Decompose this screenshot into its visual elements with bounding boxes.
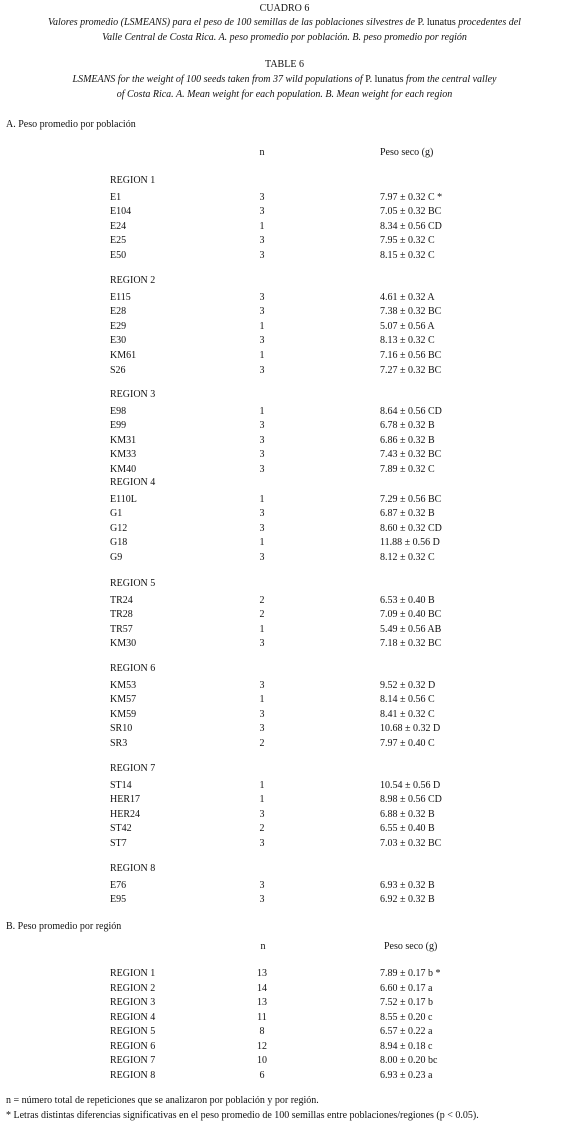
sample-count: 6 <box>259 1069 265 1081</box>
region-header: REGION 7 <box>110 763 156 774</box>
sample-count: 13 <box>257 997 267 1008</box>
caption-en-line1-c: from the central valley <box>403 74 497 85</box>
region-header: REGION 2 <box>110 275 156 286</box>
population-name: KM57 <box>110 694 137 706</box>
weight-value: 4.61 ± 0.32 A <box>380 291 435 303</box>
sample-count: 2 <box>259 738 265 749</box>
weight-value: 6.93 ± 0.32 B <box>380 879 435 891</box>
table-row <box>0 837 569 852</box>
sample-count: 3 <box>259 250 265 261</box>
table-row <box>0 364 569 379</box>
table-row <box>0 708 569 723</box>
table-row <box>0 463 569 478</box>
sample-count: 3 <box>259 838 265 849</box>
sample-count: 1 <box>259 623 265 635</box>
population-name: KM59 <box>110 708 137 720</box>
sample-count: 2 <box>259 609 265 621</box>
table-row <box>0 693 569 708</box>
caption-en-line2: of Costa Rica. A. Mean weight for each population. B. Mean weight for each region <box>116 89 453 100</box>
sample-count: 3 <box>259 638 265 650</box>
sample-count: 3 <box>259 434 265 446</box>
table-row <box>0 493 569 508</box>
sample-count: 1 <box>259 220 265 232</box>
table-row <box>0 737 569 752</box>
table-row <box>0 320 569 335</box>
caption-es-line1-a: Valores promedio (LSMEANS) para el peso de 100 semillas de las poblaciones silvestres de <box>48 17 418 28</box>
population-name: E30 <box>110 335 127 347</box>
weight-value: 7.89 ± 0.32 C <box>380 464 435 475</box>
table-row <box>0 594 569 609</box>
weight-value: 6.87 ± 0.32 B <box>380 508 435 520</box>
sample-count: 3 <box>259 191 265 203</box>
sample-count: 3 <box>259 449 265 461</box>
population-name: KM31 <box>110 434 137 446</box>
table-row <box>0 1054 569 1069</box>
weight-value: 8.98 ± 0.56 CD <box>380 794 442 806</box>
population-name: TR24 <box>110 594 133 606</box>
table-row <box>0 334 569 349</box>
population-name: KM40 <box>110 464 137 475</box>
sample-count: 3 <box>259 894 265 906</box>
population-name: SR3 <box>110 738 128 749</box>
section-b-col-peso: Peso seco (g) <box>384 941 438 952</box>
table-row <box>0 982 569 997</box>
weight-value: 6.55 ± 0.40 B <box>380 823 435 835</box>
sample-count: 1 <box>259 405 265 417</box>
section-b-title: B. Peso promedio por región <box>6 921 122 932</box>
weight-value: 10.68 ± 0.32 D <box>380 723 441 735</box>
table-row <box>0 779 569 794</box>
sample-count: 3 <box>259 291 265 303</box>
sample-count: 3 <box>259 522 265 534</box>
region-name: REGION 3 <box>110 997 156 1008</box>
table-row <box>0 1040 569 1055</box>
table-row <box>0 405 569 420</box>
cuadro-title: CUADRO 6 <box>259 3 310 14</box>
weight-value: 8.34 ± 0.56 CD <box>380 220 442 232</box>
weight-value: 7.89 ± 0.17 b * <box>380 968 441 979</box>
table-row <box>0 893 569 908</box>
weight-value: 6.60 ± 0.17 a <box>380 982 433 994</box>
population-name: TR57 <box>110 623 133 635</box>
table-row <box>0 220 569 235</box>
population-name: E25 <box>110 235 127 247</box>
weight-value: 8.55 ± 0.20 c <box>380 1011 433 1023</box>
weight-value: 5.49 ± 0.56 AB <box>380 623 442 635</box>
sample-count: 3 <box>259 879 265 891</box>
table-row <box>0 996 569 1011</box>
weight-value: 7.97 ± 0.40 C <box>380 738 435 749</box>
weight-value: 7.52 ± 0.17 b <box>380 997 433 1008</box>
weight-value: 6.57 ± 0.22 a <box>380 1026 433 1037</box>
weight-value: 8.94 ± 0.18 c <box>380 1040 433 1052</box>
table-row <box>0 822 569 837</box>
population-name: G1 <box>110 508 123 520</box>
weight-value: 8.00 ± 0.20 bc <box>380 1055 438 1066</box>
table-row <box>0 1025 569 1040</box>
weight-value: 6.88 ± 0.32 B <box>380 808 435 820</box>
weight-value: 7.18 ± 0.32 BC <box>380 638 442 650</box>
population-name: E29 <box>110 320 127 332</box>
weight-value: 7.27 ± 0.32 BC <box>380 364 442 376</box>
weight-value: 6.92 ± 0.32 B <box>380 894 435 906</box>
sample-count: 3 <box>259 552 265 563</box>
region-name: REGION 5 <box>110 1026 156 1037</box>
sample-count: 3 <box>259 723 265 735</box>
sample-count: 14 <box>257 982 267 994</box>
table-row <box>0 291 569 306</box>
table-row <box>0 249 569 264</box>
table-row <box>0 419 569 434</box>
sample-count: 2 <box>259 823 265 835</box>
weight-value: 8.14 ± 0.56 C <box>380 694 435 706</box>
sample-count: 3 <box>259 206 265 218</box>
sample-count: 3 <box>259 335 265 347</box>
table-title: TABLE 6 <box>265 59 304 70</box>
weight-value: 7.16 ± 0.56 BC <box>380 350 442 361</box>
population-name: E110L <box>110 493 137 505</box>
sample-count: 3 <box>259 464 265 475</box>
weight-value: 8.13 ± 0.32 C <box>380 335 435 347</box>
population-name: G12 <box>110 522 128 534</box>
region-header: REGION 1 <box>110 175 156 186</box>
table-row <box>0 608 569 623</box>
population-name: G9 <box>110 552 123 563</box>
table-row <box>0 1069 569 1084</box>
sample-count: 3 <box>259 679 265 691</box>
region-name: REGION 1 <box>110 968 156 979</box>
weight-value: 7.03 ± 0.32 BC <box>380 838 442 849</box>
population-name: E50 <box>110 250 127 261</box>
table-row <box>0 434 569 449</box>
sample-count: 1 <box>259 320 265 332</box>
population-name: HER17 <box>110 794 140 806</box>
population-name: SR10 <box>110 723 133 735</box>
population-name: KM61 <box>110 350 137 361</box>
table-row <box>0 623 569 638</box>
region-header: REGION 8 <box>110 863 156 874</box>
region-header: REGION 6 <box>110 663 156 674</box>
table-row <box>0 305 569 320</box>
weight-value: 6.86 ± 0.32 B <box>380 434 435 446</box>
population-name: HER24 <box>110 808 140 820</box>
weight-value: 6.78 ± 0.32 B <box>380 420 435 432</box>
population-name: ST7 <box>110 838 127 849</box>
sample-count: 3 <box>259 235 265 247</box>
sample-count: 1 <box>259 794 265 806</box>
population-name: E76 <box>110 879 127 891</box>
section-a-title: A. Peso promedio por población <box>6 119 136 130</box>
population-name: E98 <box>110 405 127 417</box>
population-name: KM30 <box>110 638 137 650</box>
region-name: REGION 7 <box>110 1055 156 1066</box>
caption-en-line1-a: LSMEANS for the weight of 100 seeds taken from 37 wild populations of <box>72 74 366 85</box>
table-row <box>0 679 569 694</box>
caption-en-line1 <box>0 73 569 88</box>
section-b-col-n: n <box>260 941 266 952</box>
table-row <box>0 234 569 249</box>
weight-value: 7.38 ± 0.32 BC <box>380 306 442 318</box>
population-name: E115 <box>110 291 131 303</box>
species-name-es: P. lunatus <box>417 17 456 28</box>
sample-count: 1 <box>259 694 265 706</box>
footnote-significance: * Letras distintas diferencias significativas en el peso promedio de 100 semillas entre poblaciones/regiones (p < 0.05). <box>6 1110 479 1121</box>
region-name: REGION 8 <box>110 1069 156 1081</box>
weight-value: 6.93 ± 0.23 a <box>380 1069 433 1081</box>
sample-count: 10 <box>257 1055 267 1066</box>
sample-count: 1 <box>259 537 265 549</box>
region-name: REGION 4 <box>110 1011 156 1023</box>
table-row <box>0 205 569 220</box>
population-name: E1 <box>110 191 122 203</box>
weight-value: 6.53 ± 0.40 B <box>380 594 435 606</box>
population-name: E24 <box>110 220 127 232</box>
caption-es-line2: Valle Central de Costa Rica. A. peso promedio por población. B. peso promedio por región <box>102 32 467 43</box>
table-row <box>0 507 569 522</box>
region-name: REGION 2 <box>110 982 156 994</box>
sample-count: 3 <box>259 306 265 318</box>
table-row <box>0 191 569 206</box>
weight-value: 7.95 ± 0.32 C <box>380 235 435 247</box>
weight-value: 7.09 ± 0.40 BC <box>380 609 442 621</box>
sample-count: 11 <box>257 1011 267 1023</box>
population-name: G18 <box>110 537 128 549</box>
region-header: REGION 3 <box>110 389 156 400</box>
population-name: E104 <box>110 206 132 218</box>
sample-count: 3 <box>259 808 265 820</box>
species-name-en: P. lunatus <box>365 74 404 85</box>
weight-value: 7.29 ± 0.56 BC <box>380 493 442 505</box>
weight-value: 10.54 ± 0.56 D <box>380 779 441 791</box>
section-a-col-n: n <box>259 147 265 158</box>
population-name: KM53 <box>110 679 137 691</box>
table-row <box>0 637 569 652</box>
table-row <box>0 522 569 537</box>
table-row <box>0 967 569 982</box>
weight-value: 5.07 ± 0.56 A <box>380 320 435 332</box>
population-name: KM33 <box>110 449 137 461</box>
table-row <box>0 349 569 364</box>
weight-value: 8.41 ± 0.32 C <box>380 708 435 720</box>
weight-value: 8.12 ± 0.32 C <box>380 552 435 563</box>
sample-count: 3 <box>259 364 265 376</box>
table-row <box>0 536 569 551</box>
population-name: ST14 <box>110 779 132 791</box>
table-row <box>0 793 569 808</box>
population-name: E99 <box>110 420 127 432</box>
sample-count: 8 <box>259 1026 265 1037</box>
sample-count: 2 <box>259 594 265 606</box>
weight-value: 11.88 ± 0.56 D <box>380 537 440 549</box>
weight-value: 8.60 ± 0.32 CD <box>380 522 442 534</box>
sample-count: 12 <box>257 1040 267 1052</box>
sample-count: 1 <box>259 493 265 505</box>
footnote-n: n = número total de repeticiones que se analizaron por población y por región. <box>6 1095 319 1106</box>
table-row <box>0 448 569 463</box>
population-name: E28 <box>110 306 127 318</box>
sample-count: 3 <box>259 708 265 720</box>
sample-count: 3 <box>259 508 265 520</box>
table-row <box>0 879 569 894</box>
table-row <box>0 551 569 566</box>
weight-value: 8.15 ± 0.32 C <box>380 250 435 261</box>
sample-count: 1 <box>259 350 265 361</box>
population-name: ST42 <box>110 823 132 835</box>
weight-value: 7.05 ± 0.32 BC <box>380 206 442 218</box>
population-name: TR28 <box>110 609 133 621</box>
weight-value: 9.52 ± 0.32 D <box>380 679 436 691</box>
section-a-col-peso: Peso seco (g) <box>380 147 434 158</box>
region-header: REGION 5 <box>110 578 156 589</box>
weight-value: 7.43 ± 0.32 BC <box>380 449 442 461</box>
population-name: E95 <box>110 894 127 906</box>
sample-count: 13 <box>257 968 267 979</box>
sample-count: 3 <box>259 420 265 432</box>
table-row <box>0 722 569 737</box>
weight-value: 8.64 ± 0.56 CD <box>380 405 442 417</box>
region-header: REGION 4 <box>110 477 156 488</box>
sample-count: 1 <box>259 779 265 791</box>
caption-es-line1 <box>0 16 569 31</box>
weight-value: 7.97 ± 0.32 C * <box>380 191 443 203</box>
table-row <box>0 1011 569 1026</box>
caption-es-line1-c: procedentes del <box>455 17 521 28</box>
region-name: REGION 6 <box>110 1040 156 1052</box>
population-name: S26 <box>110 364 126 376</box>
table-row <box>0 808 569 823</box>
